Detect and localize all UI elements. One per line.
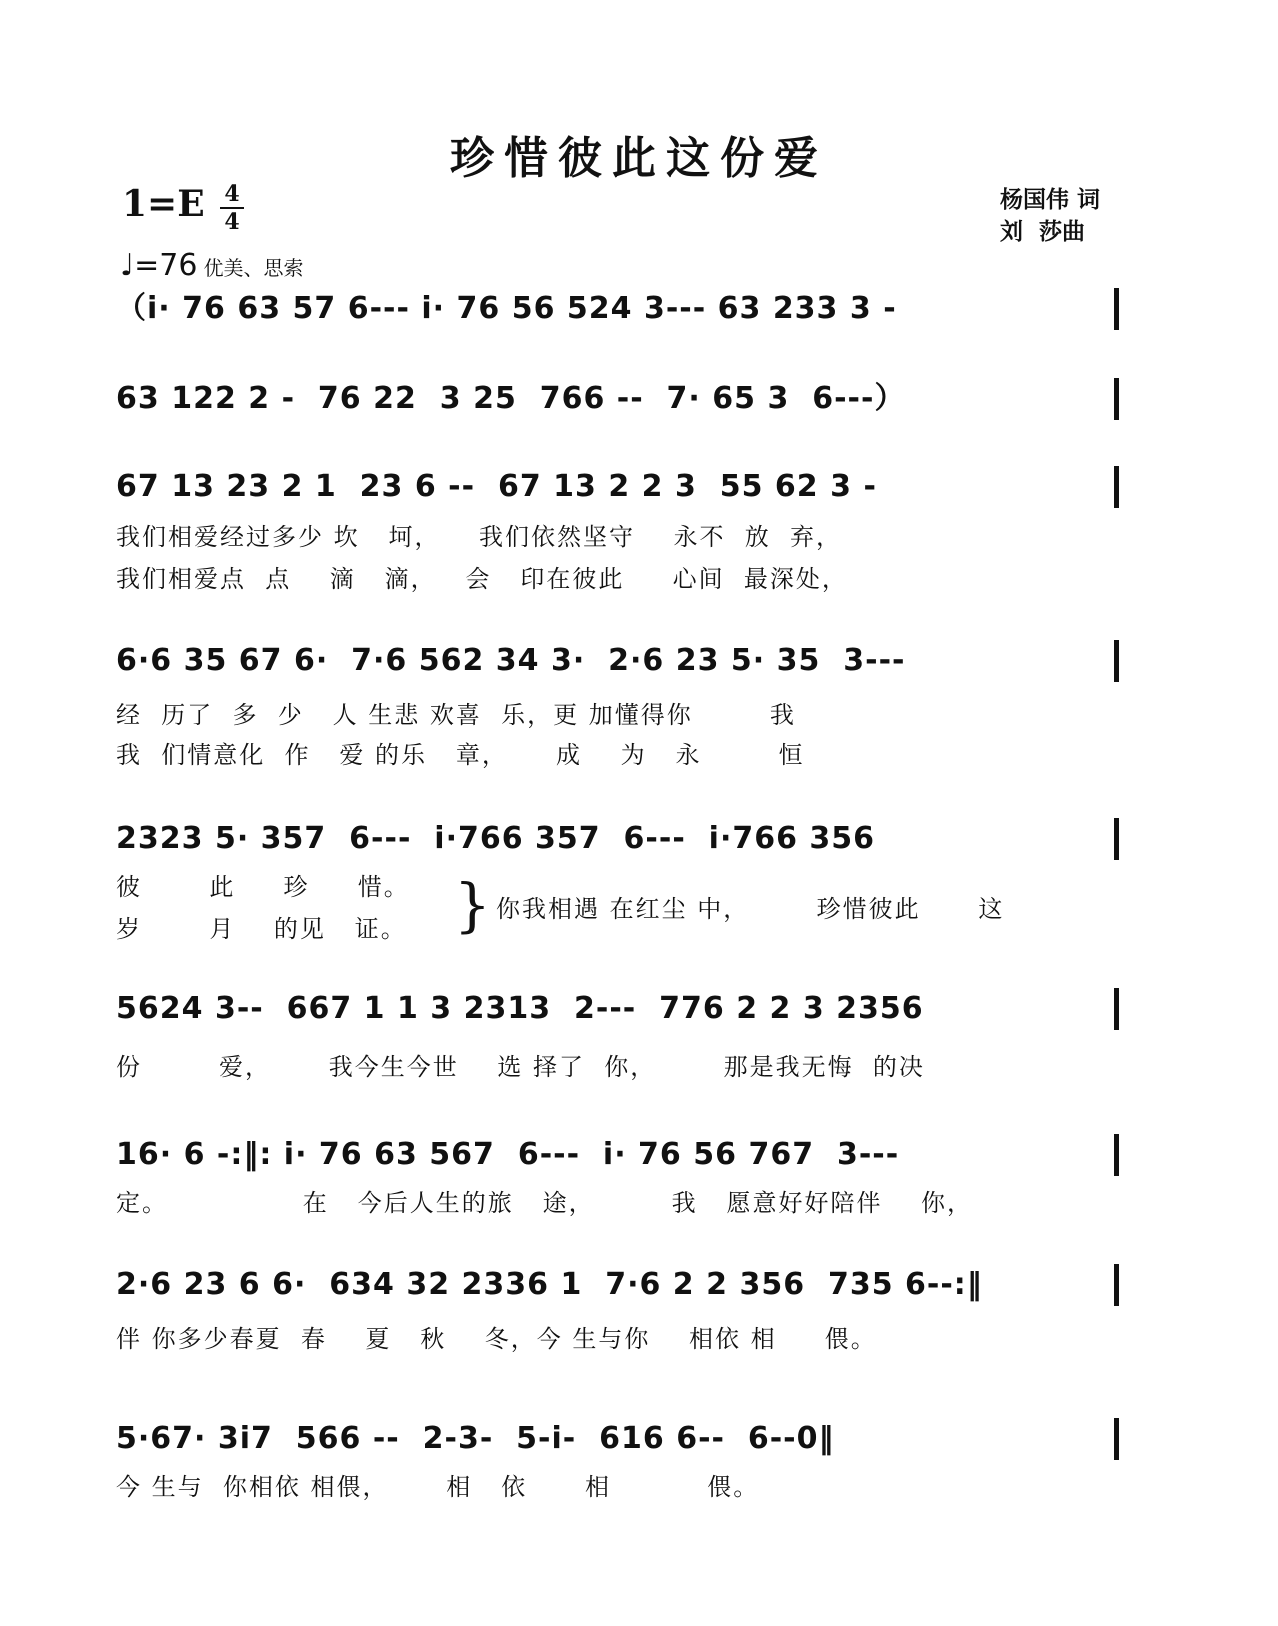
final-bar-line (1114, 1418, 1119, 1460)
lyricist-credit: 杨国伟 词 (1000, 187, 1101, 213)
time-signature-bottom: 4 (224, 209, 240, 235)
notation-line: （i· 76 63 57 6--- i· 76 56 524 3--- 63 233 3 - (116, 291, 897, 326)
lyric-line: 份 爱， 我今生今世 选 择了 你， 那是我无悔 的决 (116, 1053, 925, 1081)
lyric-line-verse-2: 我们相爱点 点 滴 滴， 会 印在彼此 心间 最深处， (116, 565, 848, 593)
expression-marking: 优美、思索 (203, 256, 304, 280)
notation-line: 63 122 2 - 76 22 3 25 766 -- 7· 65 3 6---） (116, 381, 906, 416)
time-signature (218, 182, 246, 234)
bar-line (1114, 1134, 1119, 1176)
tempo-value: =76 (134, 248, 198, 283)
lyric-line-verse-1: 我们相爱经过多少 坎 坷， 我们依然坚守 永不 放 弃， (116, 523, 843, 551)
bar-line (1114, 988, 1119, 1030)
tempo-marking (120, 248, 303, 283)
notation-line: 5·67· 3i7 566 -- 2-3- 5-i- 616 6-- 6--0‖ (116, 1421, 835, 1456)
notation-line: 67 13 23 2 1 23 6 -- 67 13 2 2 3 55 62 3 - (116, 469, 877, 504)
quarter-note-icon: ♩ (120, 248, 135, 283)
brace: } (454, 871, 491, 939)
composer-credit: 刘 莎曲 (1000, 219, 1086, 245)
page-title: 珍惜彼此这份爱 (450, 133, 828, 184)
bar-line (1114, 466, 1119, 508)
notation-line: 2·6 23 6 6· 634 32 2336 1 7·6 2 2 356 735 6--:‖ (116, 1267, 983, 1302)
bar-line (1114, 378, 1119, 420)
credits (1000, 184, 1100, 248)
time-signature-top: 4 (224, 181, 240, 207)
lyric-line: 伴 你多少春夏 春 夏 秋 冬，今 生与你 相依 相 偎。 (116, 1325, 877, 1353)
lyric-line-verse-1: 经 历了 多 少 人 生悲 欢喜 乐，更 加懂得你 我 (116, 701, 796, 729)
bar-line (1114, 288, 1119, 330)
bar-line (1114, 1264, 1119, 1306)
notation-line: 5624 3-- 667 1 1 3 2313 2--- 776 2 2 3 2356 (116, 991, 924, 1026)
bar-line (1114, 640, 1119, 682)
notation-line: 6·6 35 67 6· 7·6 562 34 3· 2·6 23 5· 35 3--- (116, 643, 906, 678)
notation-line: 2323 5· 357 6--- i·766 357 6--- i·766 356 (116, 821, 876, 856)
key-signature: 1=E (122, 183, 205, 225)
lyric-line-verse-2: 岁 月 的见 证。 (116, 915, 407, 943)
notation-line: 16· 6 -:‖: i· 76 63 567 6--- i· 76 56 767 3--- (116, 1137, 900, 1172)
bar-line (1114, 818, 1119, 860)
lyric-line: 今 生与 你相依 相偎， 相 依 相 偎。 (116, 1473, 760, 1501)
lyric-line: 定。 在 今后人生的旅 途， 我 愿意好好陪伴 你， (116, 1189, 974, 1217)
lyric-line-verse-2: 我 们情意化 作 爱 的乐 章， 成 为 永 恒 (116, 741, 805, 769)
lyric-line-verse-1: 彼 此 珍 惜。 (116, 873, 410, 901)
lyric-line-shared: 你我相遇 在红尘 中， 珍惜彼此 这 (496, 895, 1005, 923)
